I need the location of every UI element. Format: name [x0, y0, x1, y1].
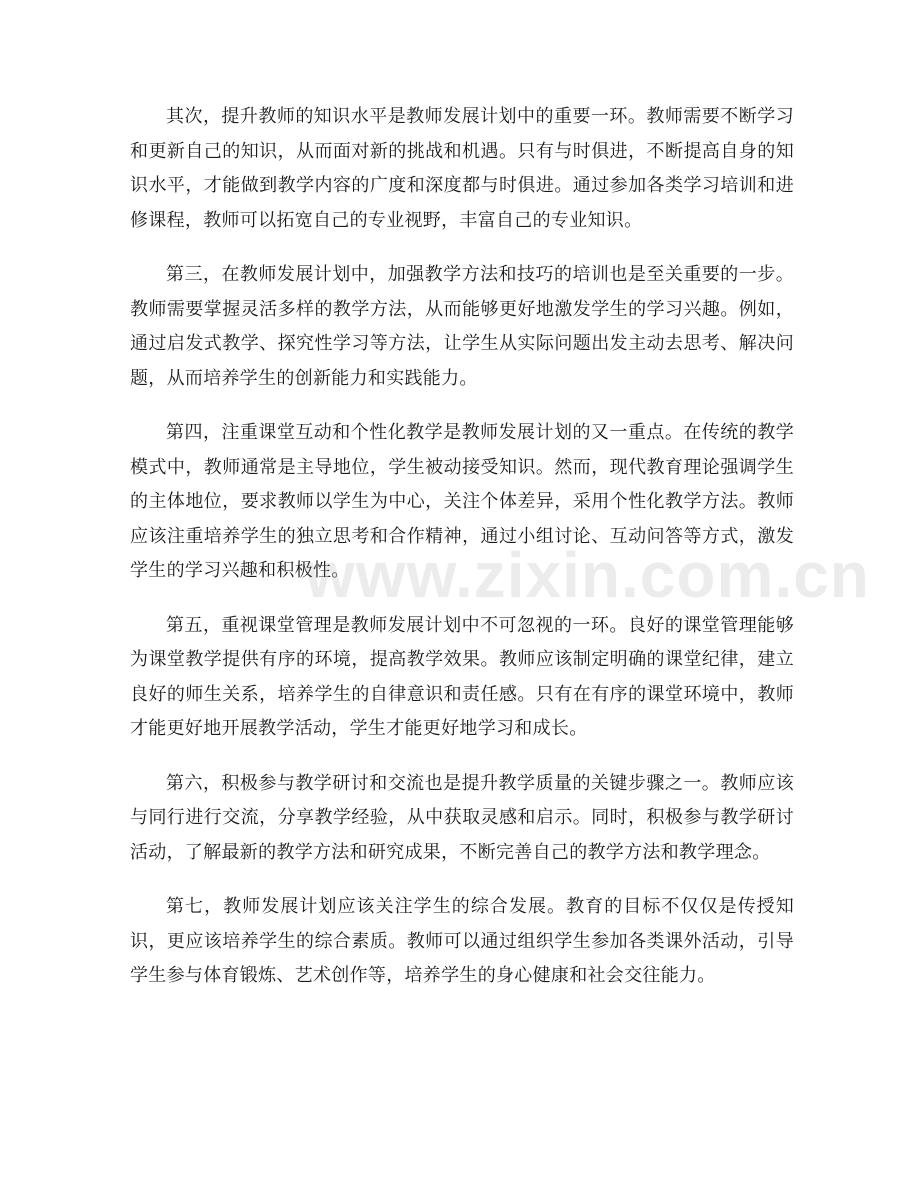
paragraph-seventh: 第七，教师发展计划应该关注学生的综合发展。教育的目标不仅仅是传授知识，更应该培养学生的综合素质。教师可以通过组织学生参加各类课外活动，引导学生参与体育锻炼、艺术创作等，培养学生的身心健康和社会交往能力。	[130, 896, 794, 986]
paragraph-fourth: 第四，注重课堂互动和个性化教学是教师发展计划的又一重点。在传统的教学模式中，教师通常是主导地位，学生被动接受知识。然而，现代教育理论强调学生的主体地位，要求教师以学生为中心，关注个体差异，采用个性化教学方法。教师应该注重培养学生的独立思考和合作精神，通过小组讨论、互动问答等方式，激发学生的学习兴趣和积极性。	[130, 422, 794, 581]
paragraph-sixth: 第六，积极参与教学研讨和交流也是提升教学质量的关键步骤之一。教师应该与同行进行交流，分享教学经验，从中获取灵感和启示。同时，积极参与教学研讨活动，了解最新的教学方法和研究成果，不断完善自己的教学方法和教学理念。	[130, 772, 794, 863]
watermark: www.zixin.com.cn	[305, 539, 870, 611]
paragraph-fifth: 第五，重视课堂管理是教师发展计划中不可忽视的一环。良好的课堂管理能够为课堂教学提供有序的环境，提高教学效果。教师应该制定明确的课堂纪律，建立良好的师生关系，培养学生的自律意识和责任感。只有在有序的课堂环境中，教师才能更好地开展教学活动，学生才能更好地学习和成长。	[130, 614, 794, 739]
paragraph-third: 第三，在教师发展计划中，加强教学方法和技巧的培训也是至关重要的一步。教师需要掌握灵活多样的教学方法，从而能够更好地激发学生的学习兴趣。例如，通过启发式教学、探究性学习等方法，让学生从实际问题出发主动去思考、解决问题，从而培养学生的创新能力和实践能力。	[130, 264, 794, 389]
paragraph-second: 其次，提升教师的知识水平是教师发展计划中的重要一环。教师需要不断学习和更新自己的知识，从而面对新的挑战和机遇。只有与时俱进，不断提高自身的知识水平，才能做到教学内容的广度和深度都与时俱进。通过参加各类学习培训和进修课程，教师可以拓宽自己的专业视野，丰富自己的专业知识。	[130, 106, 794, 231]
document-body	[130, 100, 794, 1014]
